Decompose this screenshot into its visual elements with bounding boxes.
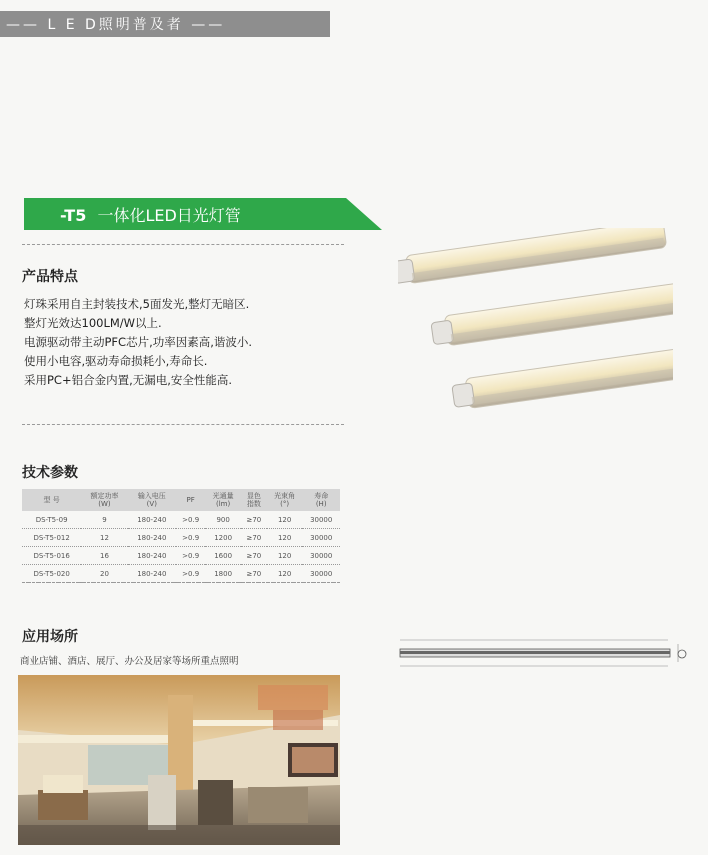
divider [22,582,340,583]
product-name: 一体化LED日光灯管 [97,206,241,225]
col-header: 光通量 (lm) [205,489,241,511]
col-header: 输入电压 (V) [128,489,176,511]
feature-item: 使用小电容,驱动寿命损耗小,寿命长. [24,354,208,368]
cell-voltage: 180-240 [128,529,176,547]
table-row [22,565,340,583]
feature-item: 电源驱动带主动PFC芯片,功率因素高,谐波小. [24,335,253,349]
table-row [22,547,340,565]
cell-life: 30000 [302,529,340,547]
t5-tube-product-image [398,228,673,418]
cell-life: 30000 [302,511,340,529]
col-header: 额定功率 (W) [81,489,127,511]
feature-item: 整灯光效达100LM/W以上. [24,316,162,330]
cell-angle: 120 [267,511,303,529]
cell-model: DS-T5-012 [22,529,81,547]
spec-table [22,489,340,583]
tube-dimension-drawing [398,632,706,680]
cell-lumen: 1200 [205,529,241,547]
cell-lumen: 900 [205,511,241,529]
cell-life: 30000 [302,547,340,565]
cell-pf: >0.9 [176,565,205,583]
table-row [22,529,340,547]
cell-pf: >0.9 [176,511,205,529]
feature-item: 采用PC+铝合金内置,无漏电,安全性能高. [24,373,233,387]
cell-lumen: 1600 [205,547,241,565]
col-header: PF [176,489,205,511]
cell-power: 16 [81,547,127,565]
table-row [22,511,340,529]
cell-power: 12 [81,529,127,547]
cell-power: 9 [81,511,127,529]
cell-cri: ≥70 [241,547,267,565]
cell-cri: ≥70 [241,511,267,529]
features-heading: 产品特点 [22,269,78,285]
divider [22,244,344,245]
cell-angle: 120 [267,565,303,583]
specs-heading: 技术参数 [22,465,78,481]
cell-model: DS-T5-09 [22,511,81,529]
col-header: 寿命 (H) [302,489,340,511]
cell-voltage: 180-240 [128,547,176,565]
divider [22,424,344,425]
cell-cri: ≥70 [241,529,267,547]
cell-pf: >0.9 [176,547,205,565]
cell-voltage: 180-240 [128,565,176,583]
feature-item: 灯珠采用自主封装技术,5面发光,整灯无暗区. [24,297,250,311]
spec-header-row [22,489,340,511]
application-scene-image [18,675,340,845]
cell-lumen: 1800 [205,565,241,583]
feature-list [24,295,252,390]
cell-angle: 120 [267,547,303,565]
cell-angle: 120 [267,529,303,547]
header-text: —— L E D照明普及者 —— [6,17,226,33]
col-header: 显色 指数 [241,489,267,511]
header-bar [0,11,330,37]
cell-voltage: 180-240 [128,511,176,529]
cell-cri: ≥70 [241,565,267,583]
title-banner [24,198,384,230]
cell-pf: >0.9 [176,529,205,547]
cell-life: 30000 [302,565,340,583]
cell-model: DS-T5-016 [22,547,81,565]
applications-heading: 应用场所 [22,629,78,645]
applications-description: 商业店铺、酒店、展厅、办公及居家等场所重点照明 [20,656,239,667]
cell-power: 20 [81,565,127,583]
col-header: 型 号 [22,489,81,511]
product-title [60,203,241,226]
cell-model: DS-T5-020 [22,565,81,583]
model-code: -T5 [60,206,87,225]
col-header: 光束角 (°) [267,489,303,511]
